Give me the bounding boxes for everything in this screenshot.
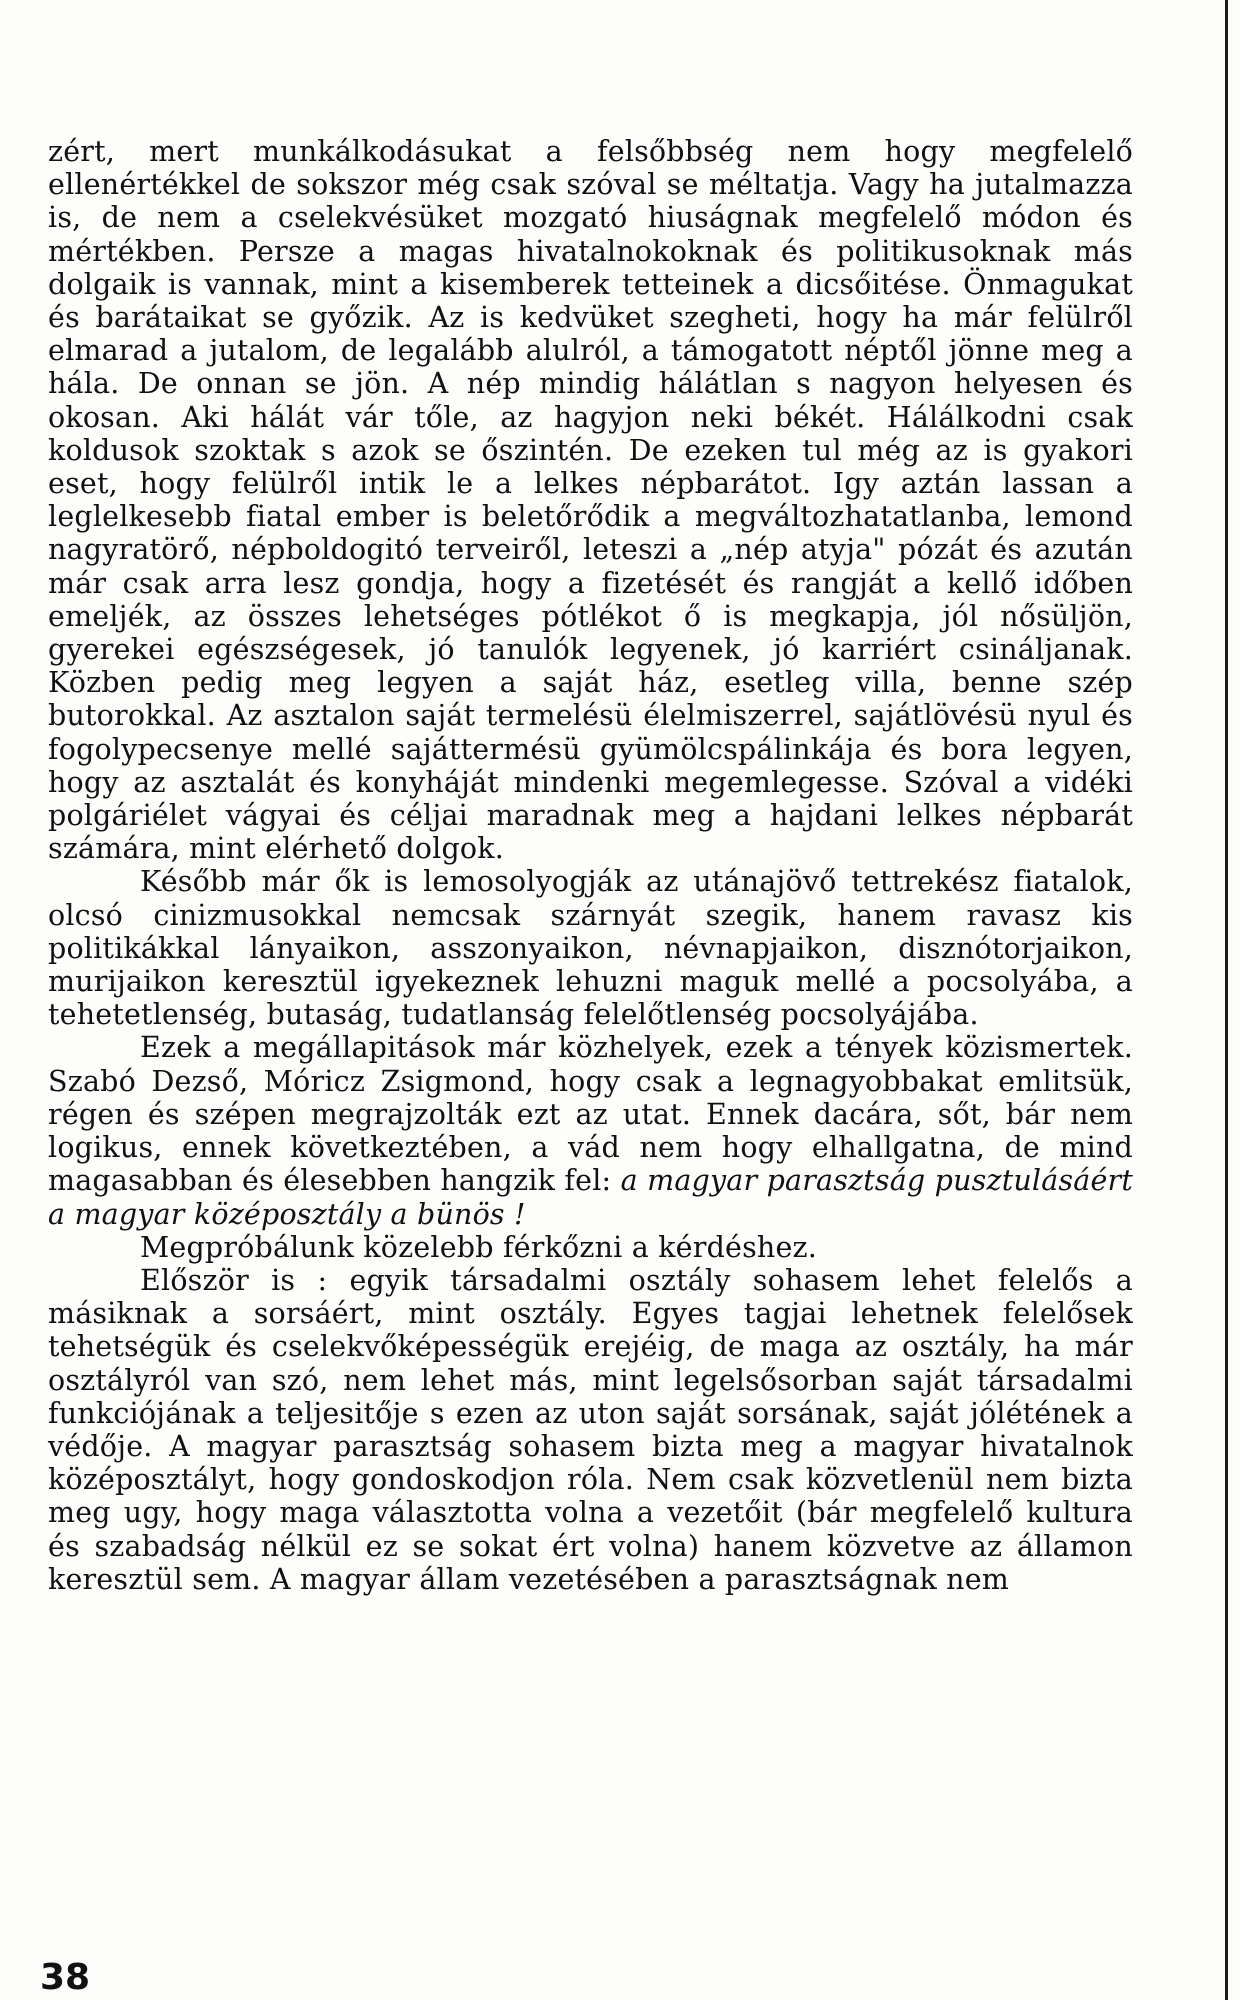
page-edge-shadow (1225, 0, 1228, 2000)
emphasized-thesis: a magyar parasztság pusztulásáért a magyar középosztály a bünös ! (48, 1164, 1133, 1231)
page-number: 38 (40, 1957, 91, 1998)
paragraph: Először is : egyik társadalmi osztály sohasem lehet felelős a másiknak a sorsáért, mint osztály. Egyes tagjai lehetnek felelősek tehetségük és cselekvőképességük erejéig, de maga az osztály, ha már osztályról van szó, nem lehet más, mint legelsősorban saját társadalmi funkciójának a teljesitője s ezen az uton saját sorsának, saját jólétének a védője. A magyar parasztság sohasem bizta meg a magyar hivatalnok középosztályt, hogy gondoskodjon róla. Nem csak közvetlenül nem bizta meg ugy, hogy maga választotta volna a vezetőit (bár megfelelő kultura és szabadság nélkül ez se sokat ért volna) hanem közvetve az államon keresztül sem. A magyar állam vezetésében a parasztságnak nem (48, 1263, 1133, 1596)
paragraph: Megpróbálunk közelebb férkőzni a kérdéshez. (140, 1230, 817, 1264)
body-text (48, 135, 1133, 1596)
paragraph-text: Ezek a megállapitások már közhelyek, ezek a tények közismertek. Szabó Dezső, Móricz Zsigmond, hogy csak a legnagyobbakat emlitsük, régen és szépen megrajzolták ezt az utat. Ennek dacára, sőt, bár nem logikus, ennek következtében, a vád nem hogy elhallgatna, de mind magasabban és élesebben hangzik fel: (48, 1031, 1133, 1198)
paragraph (48, 1031, 1133, 1230)
paragraph: zért, mert munkálkodásukat a felsőbbség nem hogy megfelelő ellenértékkel de sokszor még csak szóval se méltatja. Vagy ha jutalmazza is, de nem a cselekvésüket mozgató hiuságnak megfelelő módon és mértékben. Persze a magas hivatalnokoknak és politikusoknak más dolgaik is vannak, mint a kisemberek tetteinek a dicsőitése. Önmagukat és barátaikat se győzik. Az is kedvüket szegheti, hogy ha már felülről elmarad a jutalom, de legalább alulról, a támogatott néptől jönne meg a hála. De onnan se jön. A nép mindig hálátlan s nagyon helyesen és okosan. Aki hálát vár tőle, az hagyjon neki békét. Hálálkodni csak koldusok szoktak s azok se őszintén. De ezeken tul még az is gyakori eset, hogy felülről intik le a lelkes népbarátot. Igy aztán lassan a leglelkesebb fiatal ember is beletőrődik a megváltozhatatlanba, lemond nagyratörő, népboldogitó terveiről, leteszi a „nép atyja" pózát és azután már csak arra lesz gondja, hogy a fizetését és rangját a kellő időben emeljék, az összes lehetséges pótlékot ő is megkapja, jól nősüljön, gyerekei egészségesek, jó tanulók legyenek, jó karriért csináljanak. Közben pedig meg legyen a saját ház, esetleg villa, benne szép butorokkal. Az asztalon saját termelésü élelmiszerrel, sajátlövésü nyul és fogolypecsenye mellé sajáttermésü gyümölcspálinkája és bora legyen, hogy az asztalát és konyháját mindenki megemlegesse. Szóval a vidéki polgáriélet vágyai és céljai maradnak meg a hajdani lelkes népbarát számára, mint elérhető dolgok. (48, 135, 1133, 866)
paragraph: Később már ők is lemosolyogják az utánajövő tettrekész fiatalok, olcsó cinizmusokkal nemcsak szárnyát szegik, hanem ravasz kis politikákkal lányaikon, asszonyaikon, névnapjaikon, disznótorjaikon, murijaikon keresztül igyekeznek lehuzni maguk mellé a pocsolyába, a tehetetlenség, butaság, tudatlanság felelőtlenség pocsolyájába. (48, 865, 1133, 1032)
